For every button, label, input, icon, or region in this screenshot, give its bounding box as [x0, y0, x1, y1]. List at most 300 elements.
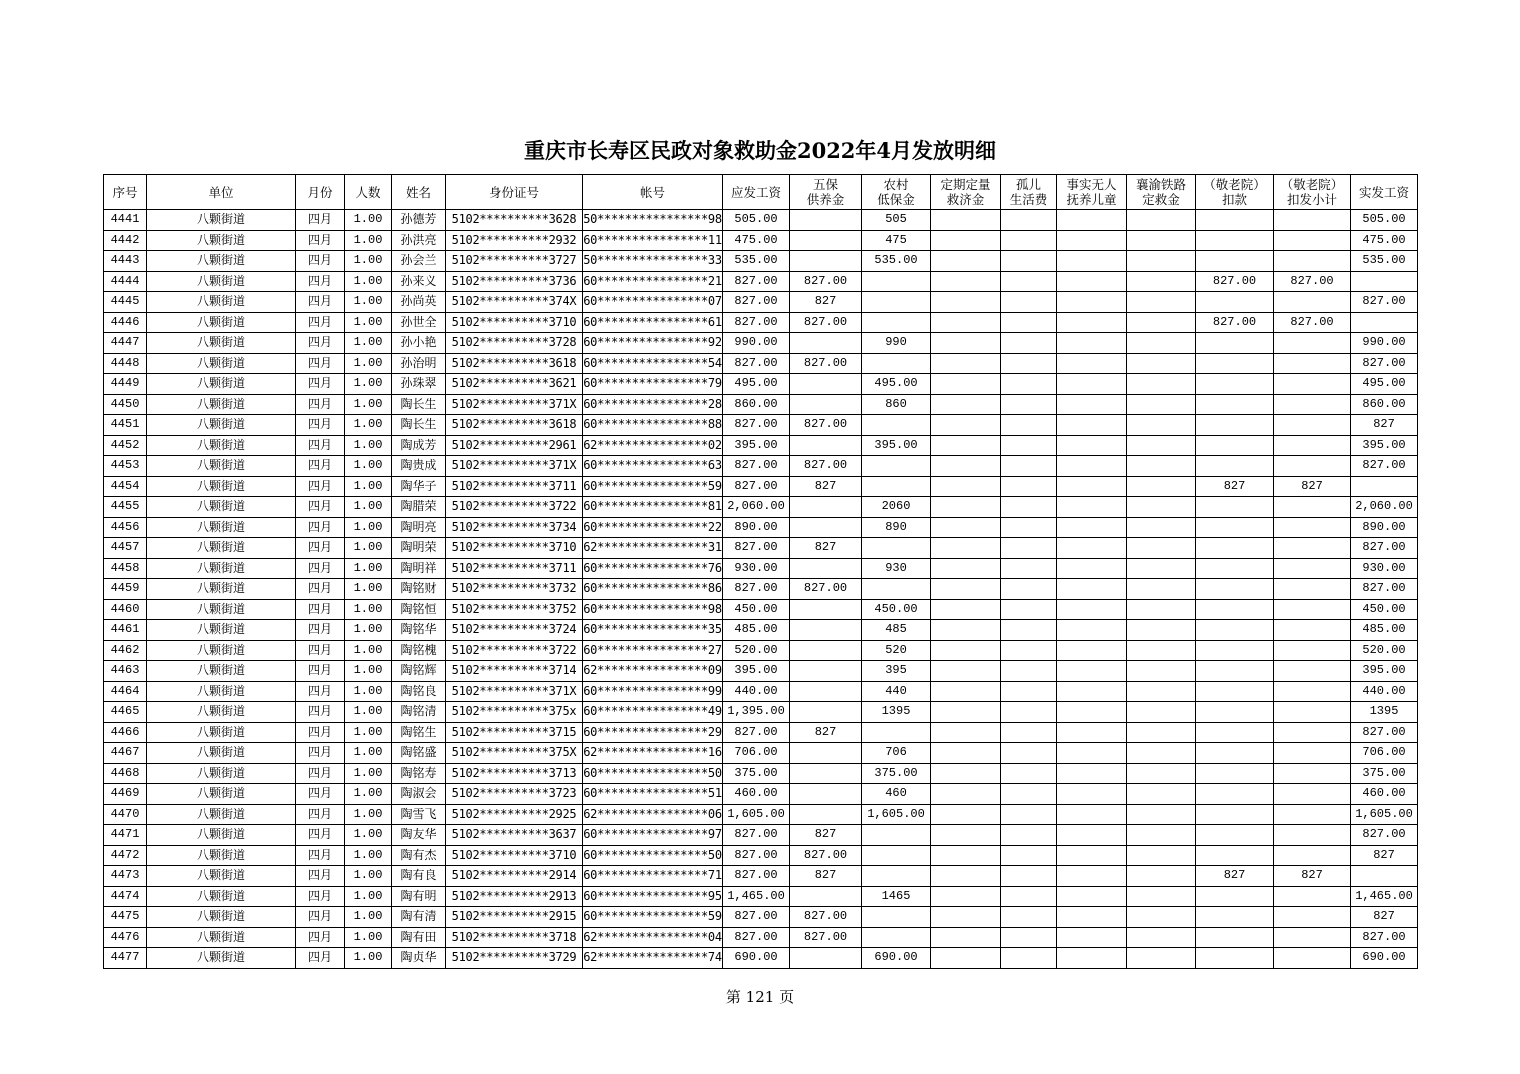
table-cell: 1.00: [345, 271, 392, 292]
table-cell: 1.00: [345, 866, 392, 887]
table-cell: [931, 456, 1001, 477]
table-row: [104, 599, 1418, 620]
table-cell: [1196, 435, 1274, 456]
table-cell: [1001, 292, 1057, 313]
table-cell: [790, 640, 862, 661]
table-cell: [931, 333, 1001, 354]
table-cell: 八颗街道: [147, 743, 296, 764]
table-cell: 四月: [296, 292, 345, 313]
table-cell: [1057, 353, 1127, 374]
table-cell: 八颗街道: [147, 353, 296, 374]
table-cell: 八颗街道: [147, 599, 296, 620]
table-cell: 827.00: [723, 312, 790, 333]
table-cell: 陶华子: [392, 476, 446, 497]
table-cell: [931, 866, 1001, 887]
table-cell: [1274, 579, 1351, 600]
table-cell: [1001, 825, 1057, 846]
table-cell: 890.00: [723, 517, 790, 538]
table-cell: 四月: [296, 333, 345, 354]
table-cell: 1,605.00: [862, 804, 931, 825]
table-cell: 八颗街道: [147, 866, 296, 887]
table-cell: [1127, 558, 1196, 579]
table-cell: 5102**********3729: [446, 948, 583, 969]
table-cell: 1.00: [345, 661, 392, 682]
table-cell: [1057, 661, 1127, 682]
table-row: [104, 825, 1418, 846]
table-cell: 1.00: [345, 763, 392, 784]
table-cell: 4453: [104, 456, 147, 477]
table-row: [104, 271, 1418, 292]
table-cell: 1.00: [345, 230, 392, 251]
table-cell: 460: [862, 784, 931, 805]
table-cell: 陶铭辉: [392, 661, 446, 682]
table-row: [104, 210, 1418, 231]
table-cell: [931, 927, 1001, 948]
table-cell: 5102**********3724: [446, 620, 583, 641]
table-cell: 1.00: [345, 251, 392, 272]
table-cell: [1001, 579, 1057, 600]
table-cell: 827.00: [1351, 456, 1418, 477]
table-cell: [1127, 415, 1196, 436]
table-cell: 孙珠翠: [392, 374, 446, 395]
table-cell: [1351, 866, 1418, 887]
table-cell: 陶明亮: [392, 517, 446, 538]
table-cell: 827.00: [790, 312, 862, 333]
table-cell: 2,060.00: [1351, 497, 1418, 518]
table-cell: 陶铭良: [392, 681, 446, 702]
table-cell: [862, 866, 931, 887]
table-cell: [1127, 517, 1196, 538]
table-cell: 孙洪亮: [392, 230, 446, 251]
table-cell: 1.00: [345, 435, 392, 456]
table-cell: 4463: [104, 661, 147, 682]
table-cell: 5102**********375x: [446, 702, 583, 723]
table-cell: 5102**********3728: [446, 333, 583, 354]
column-header: 单位: [147, 175, 296, 210]
table-cell: 1.00: [345, 374, 392, 395]
table-cell: 4461: [104, 620, 147, 641]
table-row: [104, 497, 1418, 518]
table-cell: 1.00: [345, 784, 392, 805]
table-cell: 1.00: [345, 927, 392, 948]
table-cell: 450.00: [1351, 599, 1418, 620]
table-row: [104, 251, 1418, 272]
column-header: 序号: [104, 175, 147, 210]
table-cell: 5102**********3713: [446, 763, 583, 784]
table-row: [104, 702, 1418, 723]
table-cell: 4477: [104, 948, 147, 969]
table-cell: 440: [862, 681, 931, 702]
column-header: 姓名: [392, 175, 446, 210]
table-cell: [1274, 415, 1351, 436]
table-cell: 八颗街道: [147, 456, 296, 477]
table-cell: 四月: [296, 866, 345, 887]
table-cell: 陶铭生: [392, 722, 446, 743]
table-row: [104, 866, 1418, 887]
table-cell: 62****************02: [583, 435, 723, 456]
table-cell: 827: [1274, 866, 1351, 887]
table-cell: [931, 517, 1001, 538]
table-cell: 535.00: [1351, 251, 1418, 272]
table-cell: 2060: [862, 497, 931, 518]
table-cell: 375.00: [723, 763, 790, 784]
table-cell: 四月: [296, 661, 345, 682]
table-cell: 八颗街道: [147, 661, 296, 682]
table-cell: 4445: [104, 292, 147, 313]
table-cell: [1057, 394, 1127, 415]
table-cell: 四月: [296, 743, 345, 764]
table-cell: 50****************33: [583, 251, 723, 272]
table-cell: 60****************51: [583, 784, 723, 805]
table-cell: 827: [790, 538, 862, 559]
table-cell: [1001, 886, 1057, 907]
table-cell: 八颗街道: [147, 804, 296, 825]
table-cell: [1127, 394, 1196, 415]
table-cell: 陶有田: [392, 927, 446, 948]
table-cell: 八颗街道: [147, 271, 296, 292]
table-cell: 5102**********3752: [446, 599, 583, 620]
table-cell: [1196, 210, 1274, 231]
table-cell: [931, 784, 1001, 805]
table-cell: 827.00: [723, 538, 790, 559]
table-cell: [790, 517, 862, 538]
table-cell: [1274, 948, 1351, 969]
table-cell: [790, 661, 862, 682]
table-cell: 4471: [104, 825, 147, 846]
table-cell: 827: [1351, 907, 1418, 928]
table-cell: [1274, 640, 1351, 661]
table-cell: 八颗街道: [147, 292, 296, 313]
table-cell: 5102**********3715: [446, 722, 583, 743]
table-cell: 八颗街道: [147, 497, 296, 518]
table-cell: [862, 312, 931, 333]
table-cell: 60****************22: [583, 517, 723, 538]
page-number: 第 121 页: [725, 988, 795, 1006]
table-cell: 四月: [296, 599, 345, 620]
table-cell: 5102**********375X: [446, 743, 583, 764]
table-cell: 690.00: [862, 948, 931, 969]
table-cell: 62****************04: [583, 927, 723, 948]
table-cell: 四月: [296, 681, 345, 702]
table-cell: 陶长生: [392, 394, 446, 415]
table-cell: [1274, 661, 1351, 682]
table-row: [104, 763, 1418, 784]
table-cell: [1274, 456, 1351, 477]
column-header: （敬老院） 扣款: [1196, 175, 1274, 210]
table-cell: 1.00: [345, 702, 392, 723]
table-cell: 孙治明: [392, 353, 446, 374]
table-cell: 孙德芳: [392, 210, 446, 231]
table-cell: 4476: [104, 927, 147, 948]
table-cell: 827.00: [790, 415, 862, 436]
table-cell: 827: [790, 722, 862, 743]
table-cell: 1.00: [345, 353, 392, 374]
table-cell: 60****************27: [583, 640, 723, 661]
column-header: 农村 低保金: [862, 175, 931, 210]
table-cell: 陶长生: [392, 415, 446, 436]
table-cell: 4459: [104, 579, 147, 600]
table-cell: 827.00: [1351, 722, 1418, 743]
table-cell: 四月: [296, 825, 345, 846]
table-cell: [790, 394, 862, 415]
table-row: [104, 784, 1418, 805]
table-cell: 62****************31: [583, 538, 723, 559]
table-cell: 395.00: [862, 435, 931, 456]
table-cell: 62****************16: [583, 743, 723, 764]
table-cell: [1274, 374, 1351, 395]
table-cell: 890.00: [1351, 517, 1418, 538]
table-cell: 陶贵成: [392, 456, 446, 477]
table-cell: [1274, 886, 1351, 907]
table-cell: 四月: [296, 251, 345, 272]
table-cell: 四月: [296, 230, 345, 251]
table-cell: [1196, 620, 1274, 641]
table-cell: [1196, 599, 1274, 620]
table-cell: 八颗街道: [147, 620, 296, 641]
table-cell: 505.00: [1351, 210, 1418, 231]
table-cell: 1.00: [345, 579, 392, 600]
table-cell: 四月: [296, 435, 345, 456]
table-cell: 60****************76: [583, 558, 723, 579]
table-cell: [931, 538, 1001, 559]
table-cell: 5102**********371X: [446, 394, 583, 415]
table-cell: 1.00: [345, 620, 392, 641]
table-cell: [1274, 907, 1351, 928]
table-row: [104, 845, 1418, 866]
table-cell: [1001, 907, 1057, 928]
table-cell: 485.00: [1351, 620, 1418, 641]
table-cell: [790, 681, 862, 702]
table-cell: [1196, 845, 1274, 866]
table-cell: 四月: [296, 763, 345, 784]
table-cell: [1001, 927, 1057, 948]
table-body: [104, 210, 1418, 969]
table-cell: [1001, 415, 1057, 436]
table-cell: [1001, 251, 1057, 272]
table-cell: [1127, 497, 1196, 518]
table-cell: 827.00: [1351, 825, 1418, 846]
table-cell: [1274, 333, 1351, 354]
table-cell: 827: [1196, 476, 1274, 497]
table-cell: 860.00: [1351, 394, 1418, 415]
table-row: [104, 312, 1418, 333]
table-cell: 1.00: [345, 845, 392, 866]
table-cell: 60****************79: [583, 374, 723, 395]
table-cell: 1395: [862, 702, 931, 723]
table-cell: [1127, 927, 1196, 948]
table-cell: 60****************71: [583, 866, 723, 887]
table-cell: 60****************50: [583, 763, 723, 784]
table-cell: 八颗街道: [147, 517, 296, 538]
table-cell: 827.00: [723, 292, 790, 313]
table-cell: 四月: [296, 415, 345, 436]
table-cell: 827.00: [790, 927, 862, 948]
table-cell: 60****************21: [583, 271, 723, 292]
table-cell: [1057, 681, 1127, 702]
table-cell: 1.00: [345, 538, 392, 559]
table-cell: 485: [862, 620, 931, 641]
table-cell: 八颗街道: [147, 722, 296, 743]
table-cell: 375.00: [862, 763, 931, 784]
table-cell: 八颗街道: [147, 763, 296, 784]
table-cell: [931, 251, 1001, 272]
table-cell: 陶铭财: [392, 579, 446, 600]
table-row: [104, 333, 1418, 354]
table-cell: 八颗街道: [147, 927, 296, 948]
table-cell: 八颗街道: [147, 374, 296, 395]
table-cell: 827: [1351, 845, 1418, 866]
table-cell: 4457: [104, 538, 147, 559]
table-cell: 2,060.00: [723, 497, 790, 518]
table-cell: [1057, 927, 1127, 948]
table-cell: 八颗街道: [147, 845, 296, 866]
table-cell: 827.00: [790, 456, 862, 477]
table-cell: [1127, 353, 1196, 374]
table-cell: [931, 394, 1001, 415]
table-cell: [790, 599, 862, 620]
table-row: [104, 620, 1418, 641]
table-cell: 八颗街道: [147, 886, 296, 907]
table-cell: 5102**********371X: [446, 681, 583, 702]
table-cell: 1.00: [345, 681, 392, 702]
table-cell: 5102**********2913: [446, 886, 583, 907]
table-cell: [790, 948, 862, 969]
table-cell: 陶友华: [392, 825, 446, 846]
table-cell: [1057, 312, 1127, 333]
table-cell: 60****************98: [583, 599, 723, 620]
table-cell: 60****************35: [583, 620, 723, 641]
table-cell: [1001, 743, 1057, 764]
table-cell: 4444: [104, 271, 147, 292]
table-cell: [1127, 271, 1196, 292]
table-cell: 八颗街道: [147, 435, 296, 456]
table-cell: [1127, 784, 1196, 805]
table-cell: 陶有杰: [392, 845, 446, 866]
table-cell: 5102**********3723: [446, 784, 583, 805]
table-cell: [931, 763, 1001, 784]
column-header: （敬老院） 扣发小计: [1274, 175, 1351, 210]
table-cell: 八颗街道: [147, 333, 296, 354]
table-cell: [1001, 620, 1057, 641]
table-cell: 1.00: [345, 948, 392, 969]
table-cell: [1127, 333, 1196, 354]
table-cell: 827.00: [723, 866, 790, 887]
table-cell: 1,395.00: [723, 702, 790, 723]
table-row: [104, 435, 1418, 456]
table-cell: 460.00: [723, 784, 790, 805]
table-cell: [862, 456, 931, 477]
table-cell: 四月: [296, 804, 345, 825]
table-row: [104, 681, 1418, 702]
table-cell: 八颗街道: [147, 251, 296, 272]
table-cell: [862, 722, 931, 743]
table-cell: 4462: [104, 640, 147, 661]
column-header: 定期定量 救济金: [931, 175, 1001, 210]
table-cell: [1001, 948, 1057, 969]
table-cell: 四月: [296, 558, 345, 579]
table-cell: 690.00: [1351, 948, 1418, 969]
table-cell: 1.00: [345, 886, 392, 907]
table-cell: [1001, 476, 1057, 497]
table-cell: 4473: [104, 866, 147, 887]
table-cell: 505: [862, 210, 931, 231]
table-cell: [1057, 804, 1127, 825]
table-cell: 395.00: [723, 661, 790, 682]
table-cell: [1274, 251, 1351, 272]
table-cell: 827.00: [1196, 312, 1274, 333]
table-cell: [931, 476, 1001, 497]
table-cell: 陶有明: [392, 886, 446, 907]
table-cell: [862, 845, 931, 866]
table-cell: 四月: [296, 702, 345, 723]
table-cell: 827.00: [1351, 538, 1418, 559]
table-row: [104, 558, 1418, 579]
table-cell: 990: [862, 333, 931, 354]
table-cell: [1057, 948, 1127, 969]
table-cell: 陶贞华: [392, 948, 446, 969]
table-cell: 孙世全: [392, 312, 446, 333]
table-cell: [931, 497, 1001, 518]
table-cell: [931, 743, 1001, 764]
table-cell: 827: [790, 476, 862, 497]
table-cell: [1274, 763, 1351, 784]
table-cell: [1274, 927, 1351, 948]
table-cell: [1196, 886, 1274, 907]
table-cell: 827.00: [790, 353, 862, 374]
table-cell: [1057, 907, 1127, 928]
table-cell: [1057, 743, 1127, 764]
table-cell: 827.00: [723, 579, 790, 600]
table-cell: 495.00: [723, 374, 790, 395]
table-cell: 827.00: [790, 271, 862, 292]
table-cell: 827: [1196, 866, 1274, 887]
table-cell: 5102**********374X: [446, 292, 583, 313]
table-cell: 1.00: [345, 394, 392, 415]
table-cell: 4464: [104, 681, 147, 702]
table-cell: 八颗街道: [147, 825, 296, 846]
table-cell: [1057, 825, 1127, 846]
table-cell: 八颗街道: [147, 394, 296, 415]
table-cell: 1.00: [345, 599, 392, 620]
table-cell: 1.00: [345, 497, 392, 518]
table-cell: 八颗街道: [147, 579, 296, 600]
table-cell: [1127, 374, 1196, 395]
table-cell: [1127, 640, 1196, 661]
table-cell: 5102**********2961: [446, 435, 583, 456]
table-cell: [1274, 722, 1351, 743]
table-cell: [1351, 476, 1418, 497]
table-cell: [1127, 763, 1196, 784]
table-cell: 4442: [104, 230, 147, 251]
table-cell: [931, 374, 1001, 395]
table-cell: [931, 271, 1001, 292]
table-cell: [1001, 845, 1057, 866]
table-cell: 八颗街道: [147, 415, 296, 436]
table-cell: 60****************29: [583, 722, 723, 743]
table-cell: [1057, 497, 1127, 518]
table-cell: 827.00: [1274, 312, 1351, 333]
table-cell: 706.00: [1351, 743, 1418, 764]
table-cell: 5102**********3714: [446, 661, 583, 682]
table-cell: 1,605.00: [1351, 804, 1418, 825]
table-cell: 陶腊荣: [392, 497, 446, 518]
table-cell: 1395: [1351, 702, 1418, 723]
table-cell: [862, 415, 931, 436]
table-cell: [1274, 538, 1351, 559]
table-cell: [1001, 661, 1057, 682]
table-cell: [790, 374, 862, 395]
table-cell: 827: [790, 825, 862, 846]
